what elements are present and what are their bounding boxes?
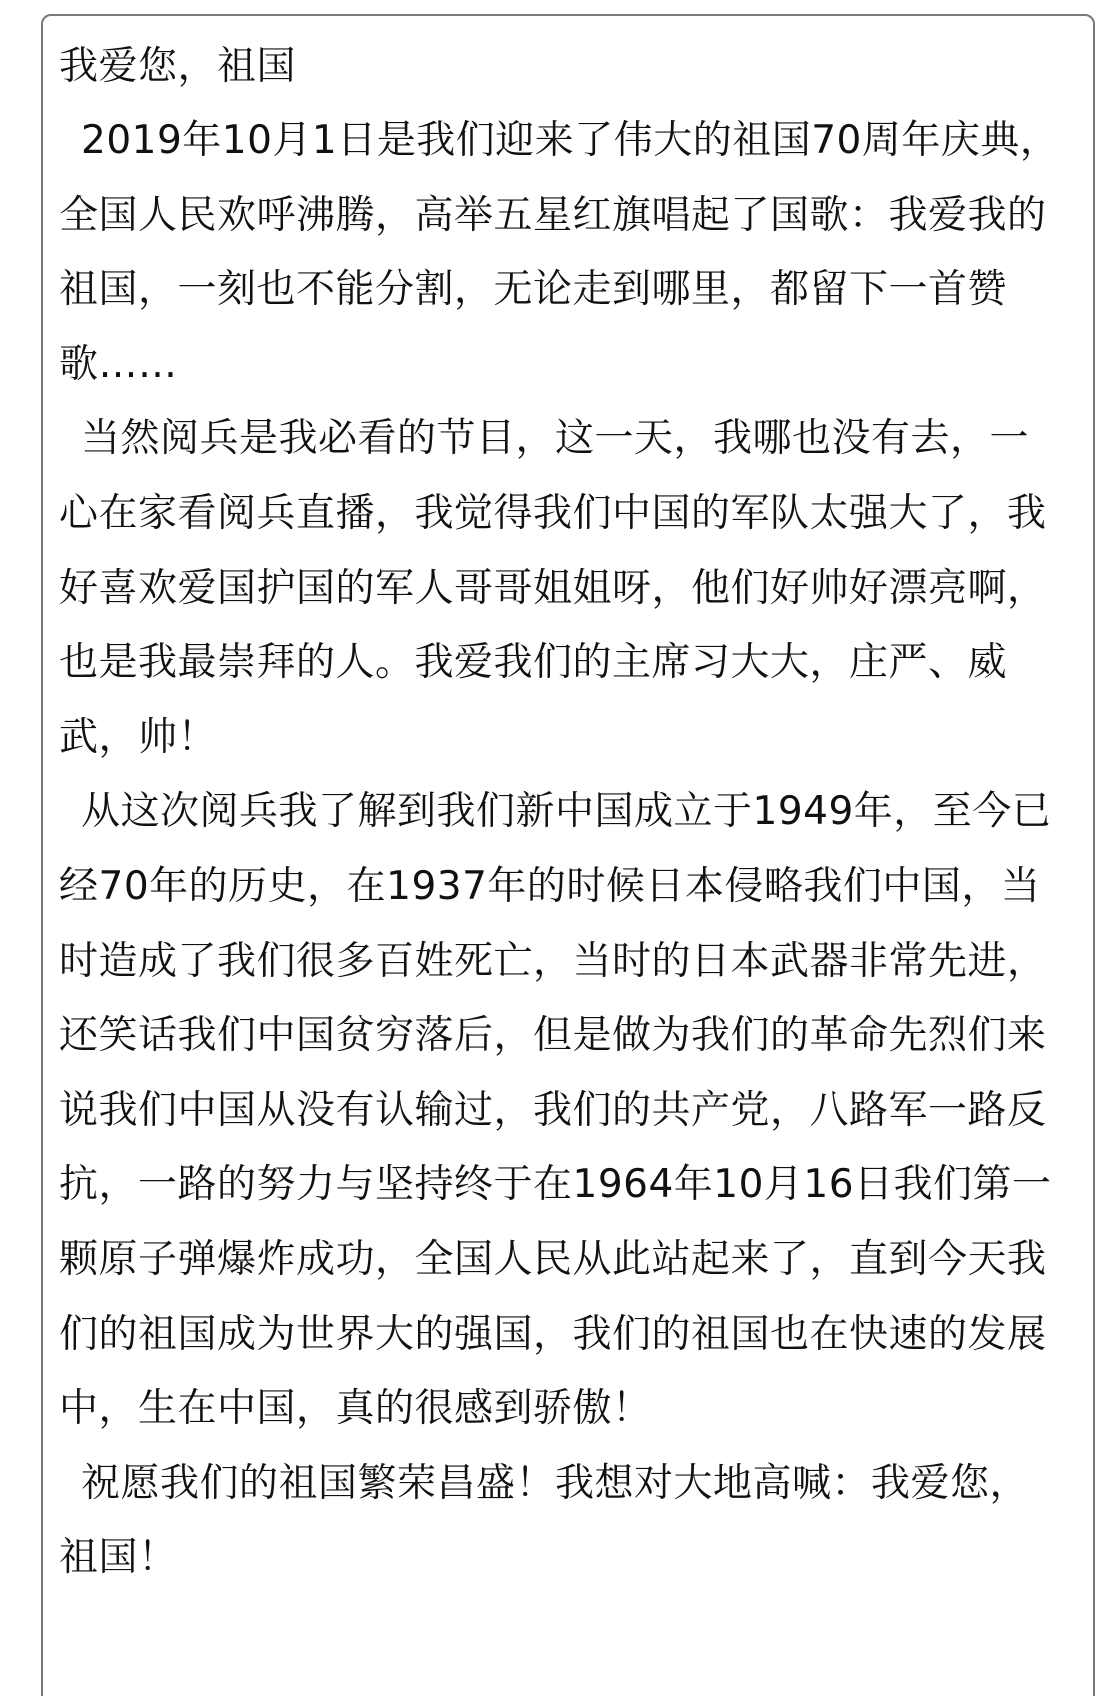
essay-paragraph-4: 祝愿我们的祖国繁荣昌盛！我想对大地高喊：我爱您，祖国！ [59,1460,1030,1581]
essay-paragraph-1: 2019年10月1日是我们迎来了伟大的祖国70周年庆典，全国人民欢呼沸腾，高举五星红旗唱起了国歌：我爱我的祖国，一刻也不能分割，无论走到哪里，都留下一首赞歌…… [59,118,1060,387]
essay-paragraph-3: 从这次阅兵我了解到我们新中国成立于1949年，至今已经70年的历史，在1937年的时候日本侵略我们中国，当时造成了我们很多百姓死亡，当时的日本武器非常先进，还笑话我们中国贫穷落后，但是做为我们的革命先烈们来说我们中国从没有认输过，我们的共产党，八路军一路反抗，一路的努力与坚持终于在1964年10月16日我们第一颗原子弹爆炸成功，全国人民从此站起来了，直到今天我们的祖国成为世界大的强国，我们的祖国也在快速的发展中，生在中国，真的很感到骄傲！ [59,789,1052,1432]
essay-paragraph-2: 当然阅兵是我必看的节目，这一天，我哪也没有去，一心在家看阅兵直播，我觉得我们中国的军队太强大了，我好喜欢爱国护国的军人哥哥姐姐呀，他们好帅好漂亮啊，也是我最崇拜的人。我爱我们的主席习大大，庄严、威武，帅！ [59,416,1047,760]
essay-title: 我爱您，祖国 [59,44,297,89]
essay-text-box [41,14,1095,1696]
